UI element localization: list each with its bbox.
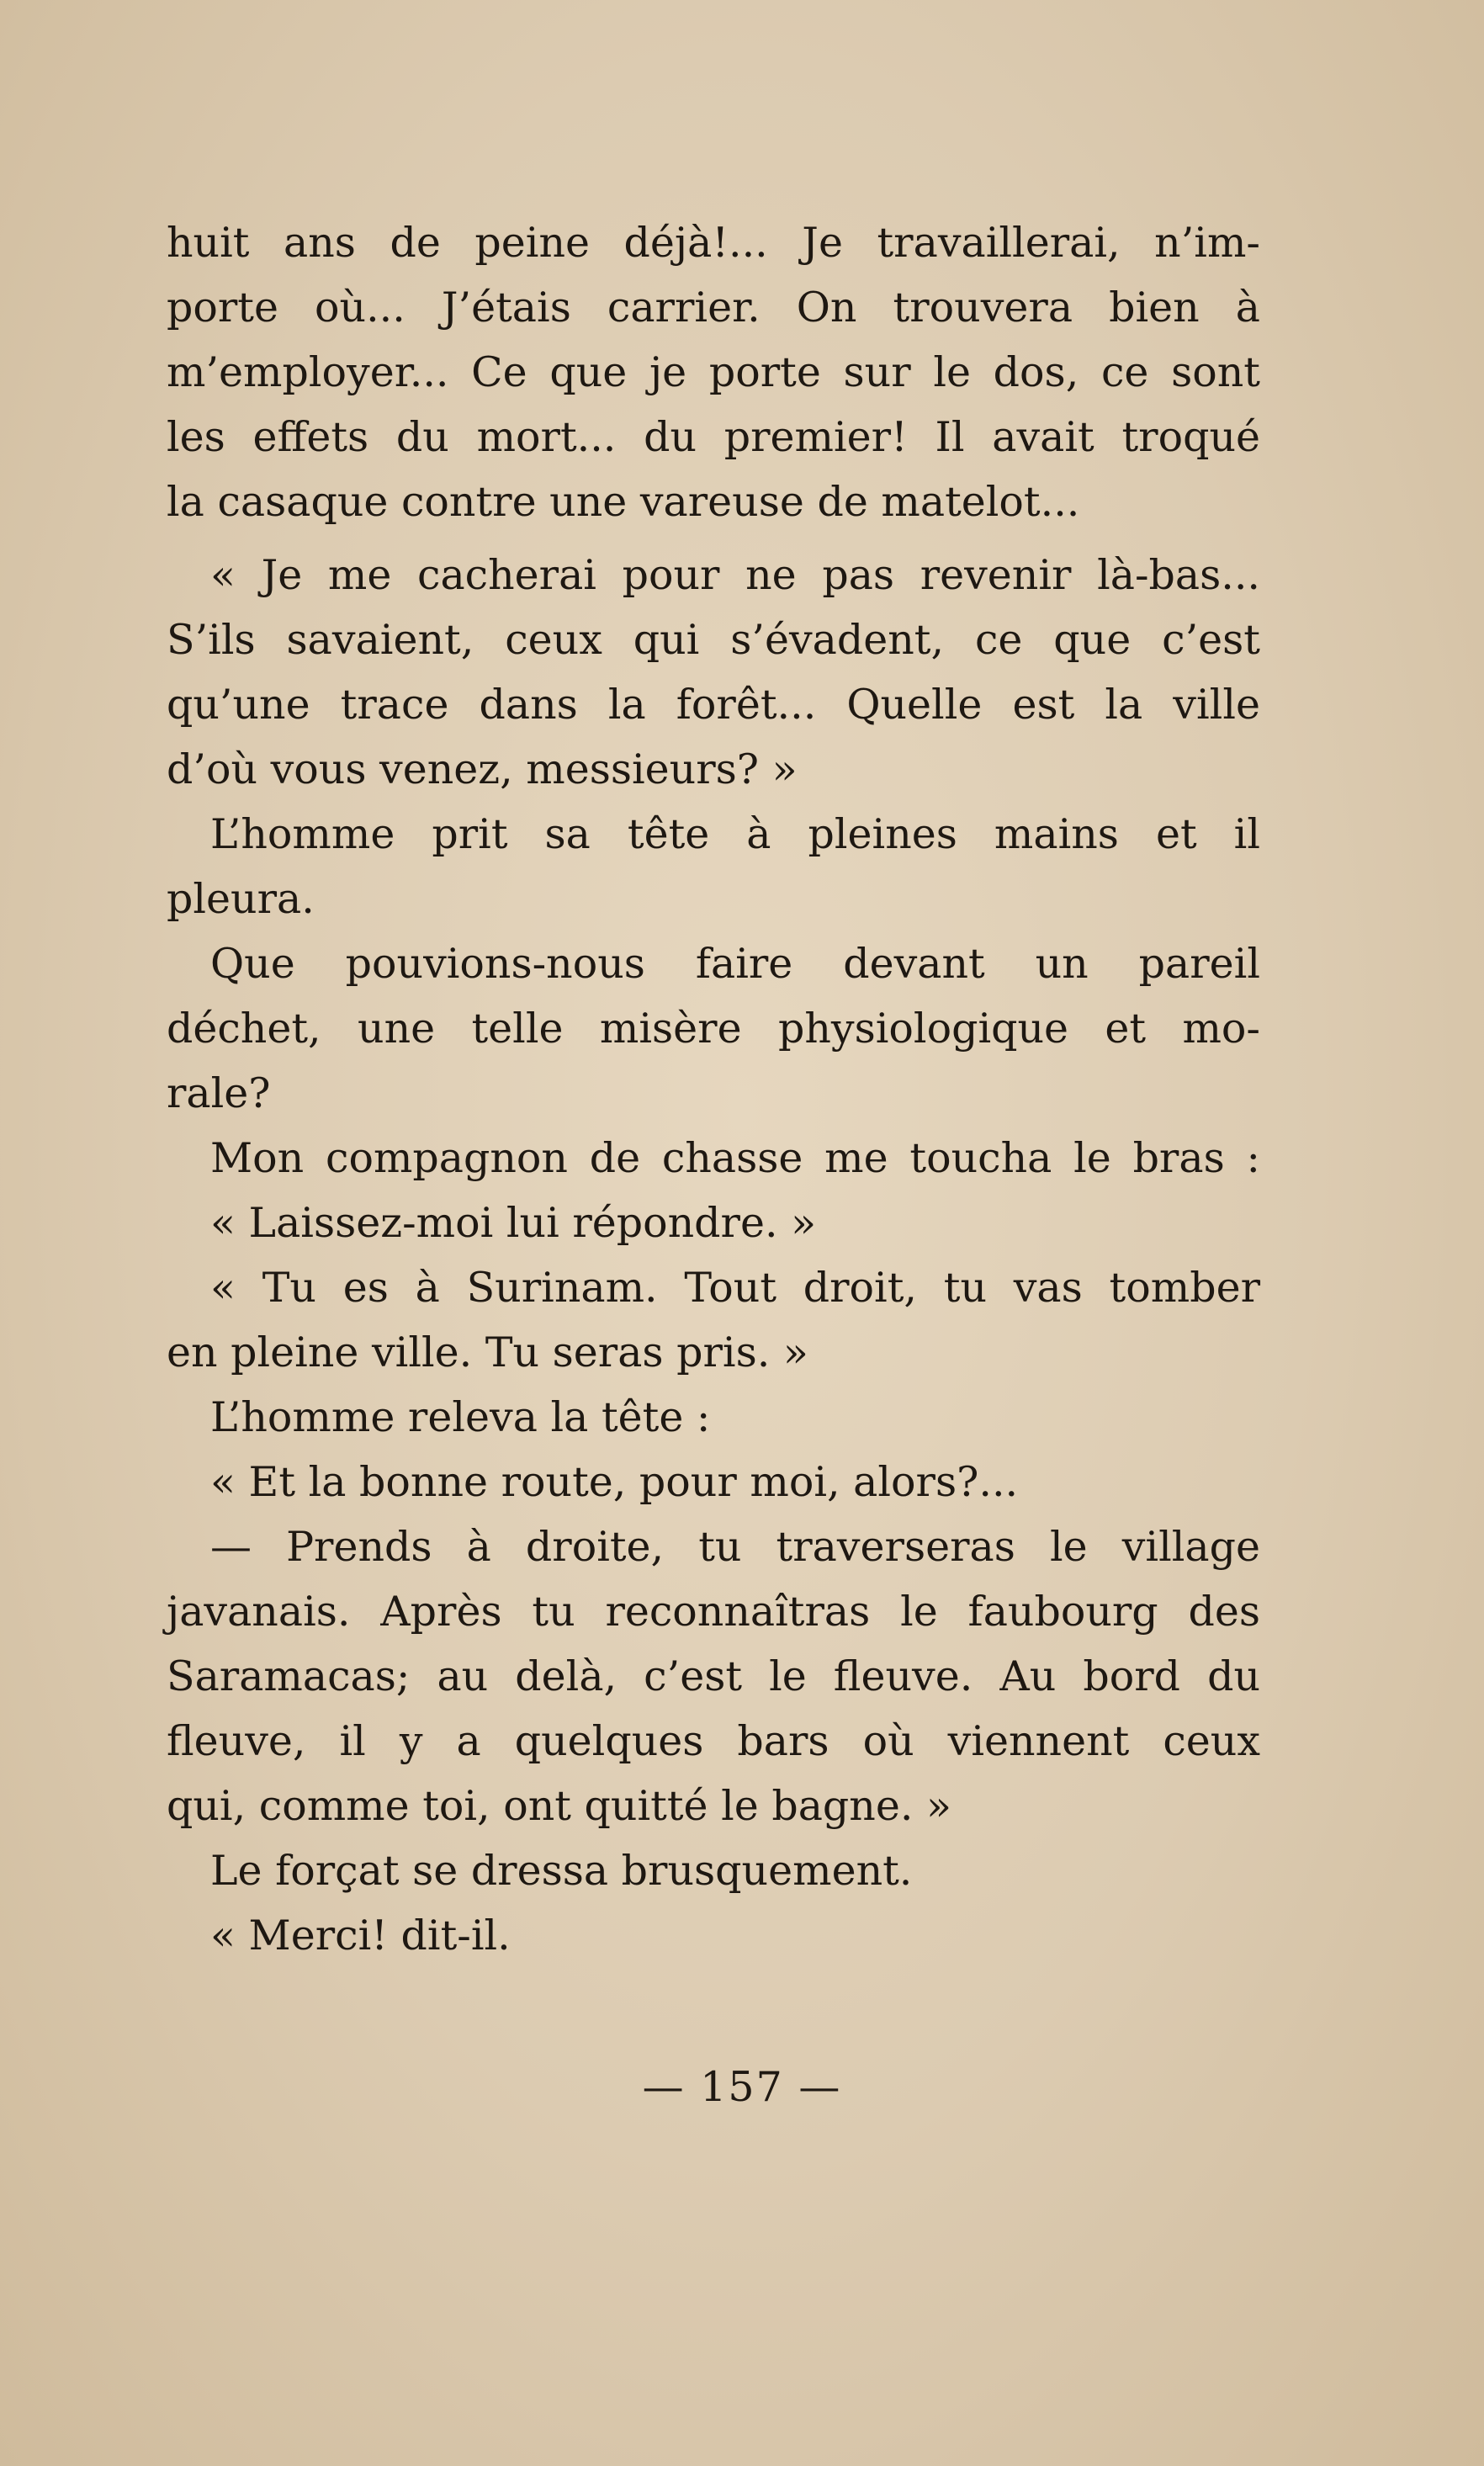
text-line: Le forçat se dressa brusquement. (210, 1847, 913, 1895)
text-line: la casaque contre une vareuse de matelot... (167, 478, 1080, 526)
page-number: — 157 — (642, 2063, 842, 2111)
text-line: Mon compagnon de chasse me toucha le bras : (210, 1134, 1260, 1182)
text-line: porte où... J’étais carrier. On trouvera bien à (167, 284, 1260, 331)
text-line: d’où vous venez, messieurs? » (167, 745, 798, 793)
text-line: Saramacas; au delà, c’est le fleuve. Au bord du (167, 1652, 1260, 1700)
text-line: L’homme prit sa tête à pleines mains et il (210, 810, 1260, 858)
paragraph-spacer (167, 534, 1260, 543)
text-line: huit ans de peine déjà!... Je travaillerai, n’im- (167, 219, 1260, 267)
text-line: « Je me cacherai pour ne pas revenir là-bas... (210, 551, 1260, 599)
text-line: m’employer... Ce que je porte sur le dos, ce sont (167, 348, 1260, 396)
text-line: qu’une trace dans la forêt... Quelle est la ville (167, 681, 1260, 729)
text-line: Que pouvions-nous faire devant un pareil (210, 940, 1260, 988)
text-line: pleura. (167, 875, 315, 923)
text-line: « Laissez-moi lui répondre. » (210, 1199, 817, 1247)
text-line: — Prends à droite, tu traverseras le village (210, 1523, 1260, 1571)
text-line: « Tu es à Surinam. Tout droit, tu vas tomber (210, 1264, 1260, 1312)
body-text (167, 210, 1260, 1968)
text-line: qui, comme toi, ont quitté le bagne. » (167, 1782, 951, 1830)
text-line: fleuve, il y a quelques bars où viennent ceux (167, 1717, 1260, 1765)
text-line: « Merci! dit-il. (210, 1912, 511, 1960)
text-line: les effets du mort... du premier! Il avait troqué (167, 413, 1260, 461)
text-line: S’ils savaient, ceux qui s’évadent, ce que c’est (167, 616, 1260, 664)
text-line: déchet, une telle misère physiologique et mo- (167, 1005, 1260, 1053)
text-line: rale? (167, 1069, 271, 1117)
text-line: javanais. Après tu reconnaîtras le faubourg des (167, 1588, 1260, 1636)
text-line: en pleine ville. Tu seras pris. » (167, 1328, 808, 1376)
text-line: L’homme releva la tête : (210, 1393, 711, 1441)
text-line: « Et la bonne route, pour moi, alors?... (210, 1458, 1019, 1506)
